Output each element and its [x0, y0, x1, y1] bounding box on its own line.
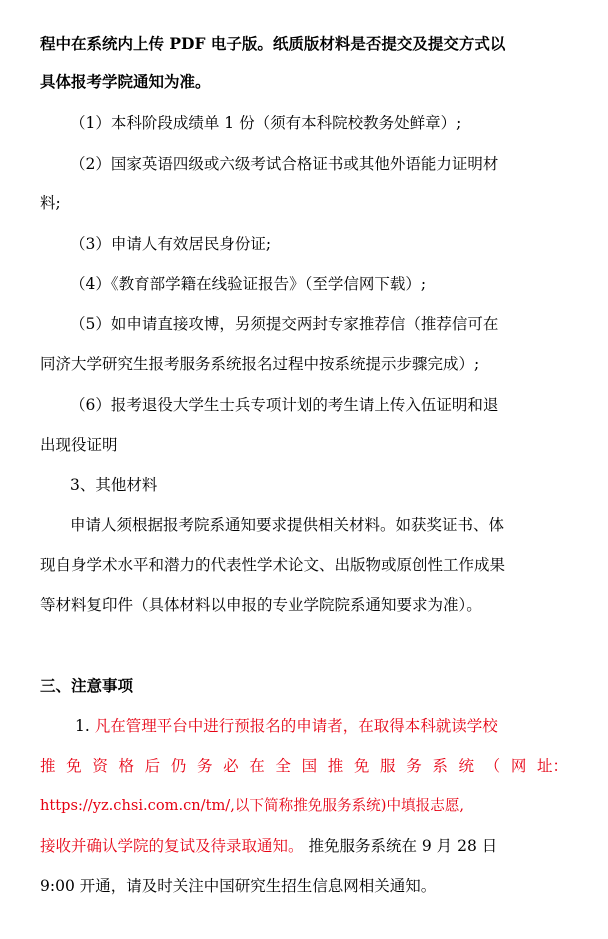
red-word: 务 [406, 757, 422, 775]
other-materials-line-3: 等材料复印件（具体材料以申报的专业学院院系通知要求为准）。 [40, 596, 482, 614]
other-materials-line-2: 现自身学术水平和潜力的代表性学术论文、出版物或原创性工作成果 [40, 556, 506, 574]
red-word: 系 [432, 757, 448, 775]
red-word: 仍 [170, 757, 187, 775]
notes-item-1-line-2 [40, 755, 568, 777]
notes-item-1-line-5: 9:00 开通，请及时关注中国研究生招生信息网相关通知。 [40, 877, 437, 895]
other-materials-heading: 3、其他材料 [70, 476, 158, 494]
intro-line-2: 具体报考学院通知为准。 [40, 72, 211, 91]
notes-item-1-black-text-4: 推免服务系统在 9 月 28 日 [308, 837, 498, 855]
material-item-5-line-1: （5）如申请直接攻博，另须提交两封专家推荐信（推荐信可在 [70, 315, 499, 333]
material-item-6-line-1: （6）报考退役大学生士兵专项计划的考生请上传入伍证明和退 [70, 396, 499, 414]
red-word: 免 [353, 757, 370, 775]
red-word: 务 [196, 757, 213, 775]
red-word: 国 [301, 757, 318, 775]
red-word: 推 [40, 757, 56, 775]
intro-line-1: 程中在系统内上传 PDF 电子版。纸质版材料是否提交及提交方式以 [40, 34, 506, 53]
notes-item-1-line-1 [75, 715, 498, 737]
notes-item-1-number: 1. [75, 717, 90, 735]
notes-heading: 三、注意事项 [40, 676, 134, 695]
red-word: 推 [327, 757, 344, 775]
red-word: 必 [223, 757, 239, 775]
material-item-3: （3）申请人有效居民身份证; [70, 235, 272, 253]
red-word: 后 [144, 757, 161, 775]
red-word: 在 [249, 757, 265, 775]
notes-item-1-line-3: https://yz.chsi.com.cn/tm/,以下简称推免服务系统)中填报志愿, [40, 797, 465, 814]
notes-item-1-line-4 [40, 835, 497, 857]
red-word: 资 [92, 757, 108, 775]
material-item-5-line-2: 同济大学研究生报考服务系统报名过程中按系统提示步骤完成）; [40, 355, 480, 373]
red-word: 网 [510, 757, 527, 775]
material-item-4: （4）《教育部学籍在线验证报告》（至学信网下载）; [70, 275, 427, 293]
material-item-2-line-1: （2）国家英语四级或六级考试合格证书或其他外语能力证明材 [70, 155, 499, 173]
red-word: 免 [66, 757, 82, 775]
red-word: 格 [118, 757, 134, 775]
red-word: （ [484, 757, 501, 775]
other-materials-line-1: 申请人须根据报考院系通知要求提供相关材料。如获奖证书、体 [70, 516, 505, 534]
red-word: 全 [275, 757, 291, 775]
material-item-2-line-2: 料; [40, 194, 61, 212]
red-word: 服 [380, 757, 396, 775]
notes-item-1-red-text-4: 接收并确认学院的复试及待录取通知。 [40, 837, 304, 855]
red-word: 址： [536, 757, 568, 775]
material-item-6-line-2: 出现役证明 [40, 436, 118, 454]
material-item-1: （1）本科阶段成绩单 1 份（须有本科院校教务处鲜章）; [70, 114, 462, 132]
notes-item-1-red-text-1: 凡在管理平台中进行预报名的申请者，在取得本科就读学校 [94, 717, 498, 735]
red-word: 统 [458, 757, 475, 775]
